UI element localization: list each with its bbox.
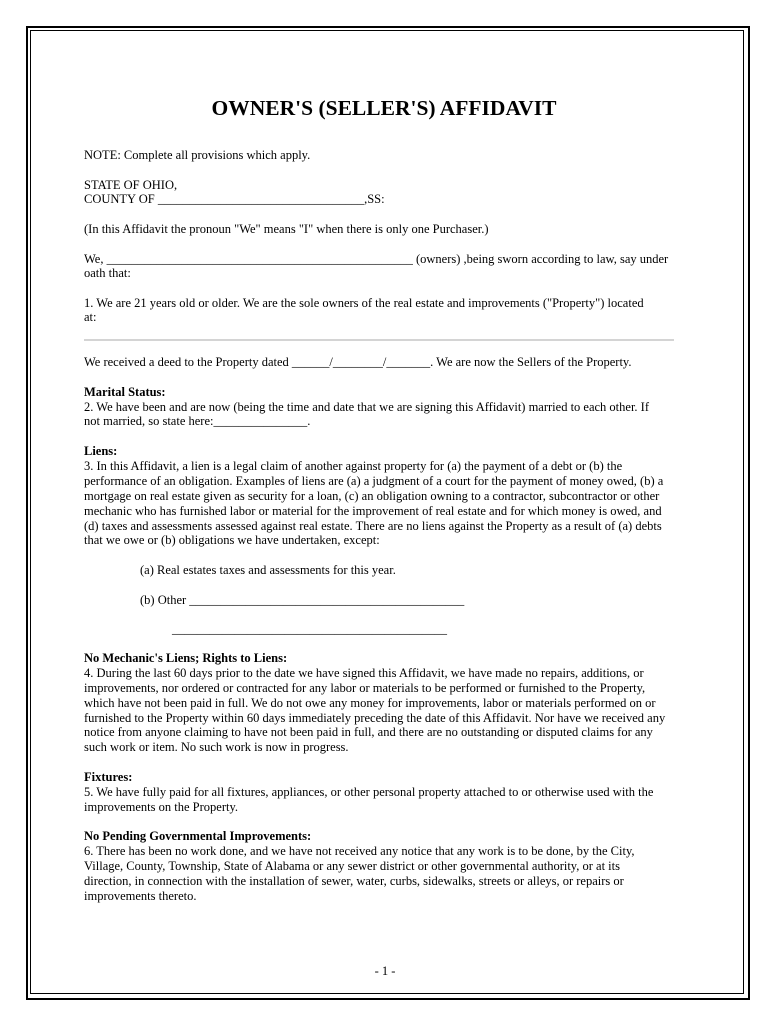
exception-item-a: (a) Real estates taxes and assessments for this year. <box>140 563 396 577</box>
paragraph-3-line: performance of an obligation. Examples of liens are (a) a judgment of a court for the payment of money owed, (b) a <box>84 474 664 488</box>
oath-line-1: We, _________________________________________________ (owners) ,being sworn according to law, say under <box>84 252 669 266</box>
document-title: OWNER'S (SELLER'S) AFFIDAVIT <box>211 96 557 120</box>
note-text: NOTE: Complete all provisions which apply. <box>84 148 311 162</box>
exception-item-b: (b) Other ____________________________________________ <box>140 593 465 607</box>
mechanics-liens-heading: No Mechanic's Liens; Rights to Liens: <box>84 651 288 665</box>
page-number: - 1 - <box>374 964 396 978</box>
paragraph-6-line: improvements thereto. <box>84 889 197 903</box>
paragraph-4-line: furnished to the Property within 60 days immediately preceding the date of this Affidavit. Nor have we received any <box>84 711 666 725</box>
oath-line-2: oath that: <box>84 266 131 280</box>
state-line: STATE OF OHIO, <box>84 178 178 192</box>
paragraph-3-line: mortgage on real estate given as security for a loan, (c) an obligation owning to a contractor, subcontractor or other <box>84 489 660 503</box>
paragraph-5-line-2: improvements on the Property. <box>84 800 239 814</box>
paragraph-3-line: that we owe or (b) obligations we have undertaken, except: <box>84 533 380 547</box>
paragraph-4-line: which have not been paid in full. We do not owe any money for improvements, labor or materials performed on or <box>84 696 656 710</box>
governmental-improvements-heading: No Pending Governmental Improvements: <box>84 829 312 843</box>
exception-item-b-continuation: ____________________________________________ <box>172 622 447 636</box>
pronoun-note: (In this Affidavit the pronoun "We" means "I" when there is only one Purchaser.) <box>84 222 489 236</box>
fixtures-heading: Fixtures: <box>84 770 133 784</box>
horizontal-divider <box>84 339 674 341</box>
paragraph-2-line-1: 2. We have been and are now (being the time and date that we are signing this Affidavit) married to each other. If <box>84 400 650 414</box>
marital-status-heading: Marital Status: <box>84 385 166 399</box>
paragraph-4-line: such work or item. No such work is now in progress. <box>84 740 349 754</box>
paragraph-3-line: 3. In this Affidavit, a lien is a legal claim of another against property for (a) the payment of a debt or (b) the <box>84 459 623 473</box>
paragraph-6-line: direction, in connection with the installation of sewer, water, curbs, sidewalks, streets or alleys, or repairs or <box>84 874 624 888</box>
paragraph-3-line: (d) taxes and assessments assessed against real estate. There are no liens against the Property as a result of (a) debts <box>84 519 662 533</box>
liens-heading: Liens: <box>84 444 118 458</box>
county-line: COUNTY OF _________________________________,SS: <box>84 192 385 206</box>
deed-line: We received a deed to the Property dated ______/________/_______. We are now the Sellers of the Property. <box>84 355 632 369</box>
paragraph-4-line: notice from anyone claiming to have not been paid in full, and there are no outstanding or disputed claims for any <box>84 725 653 739</box>
paragraph-1-line-1: 1. We are 21 years old or older. We are the sole owners of the real estate and improvements ("Property") located <box>84 296 644 310</box>
paragraph-5-line-1: 5. We have fully paid for all fixtures, appliances, or other personal property attached to or otherwise used with the <box>84 785 654 799</box>
paragraph-1-line-2: at: <box>84 310 97 324</box>
paragraph-4-line: improvements, nor ordered or contracted for any labor or materials to be performed or furnished to the Property, <box>84 681 646 695</box>
paragraph-3-line: mechanic who has furnished labor or material for the improvement of real estate and for which money is owed, and <box>84 504 662 518</box>
paragraph-6-line: Village, County, Township, State of Alabama or any sewer district or other governmental authority, or at its <box>84 859 620 873</box>
paragraph-4-line: 4. During the last 60 days prior to the date we have signed this Affidavit, we have made no repairs, additions, or <box>84 666 644 680</box>
paragraph-6-line: 6. There has been no work done, and we have not received any notice that any work is to be done, by the City, <box>84 844 635 858</box>
paragraph-2-line-2: not married, so state here:_______________. <box>84 414 311 428</box>
